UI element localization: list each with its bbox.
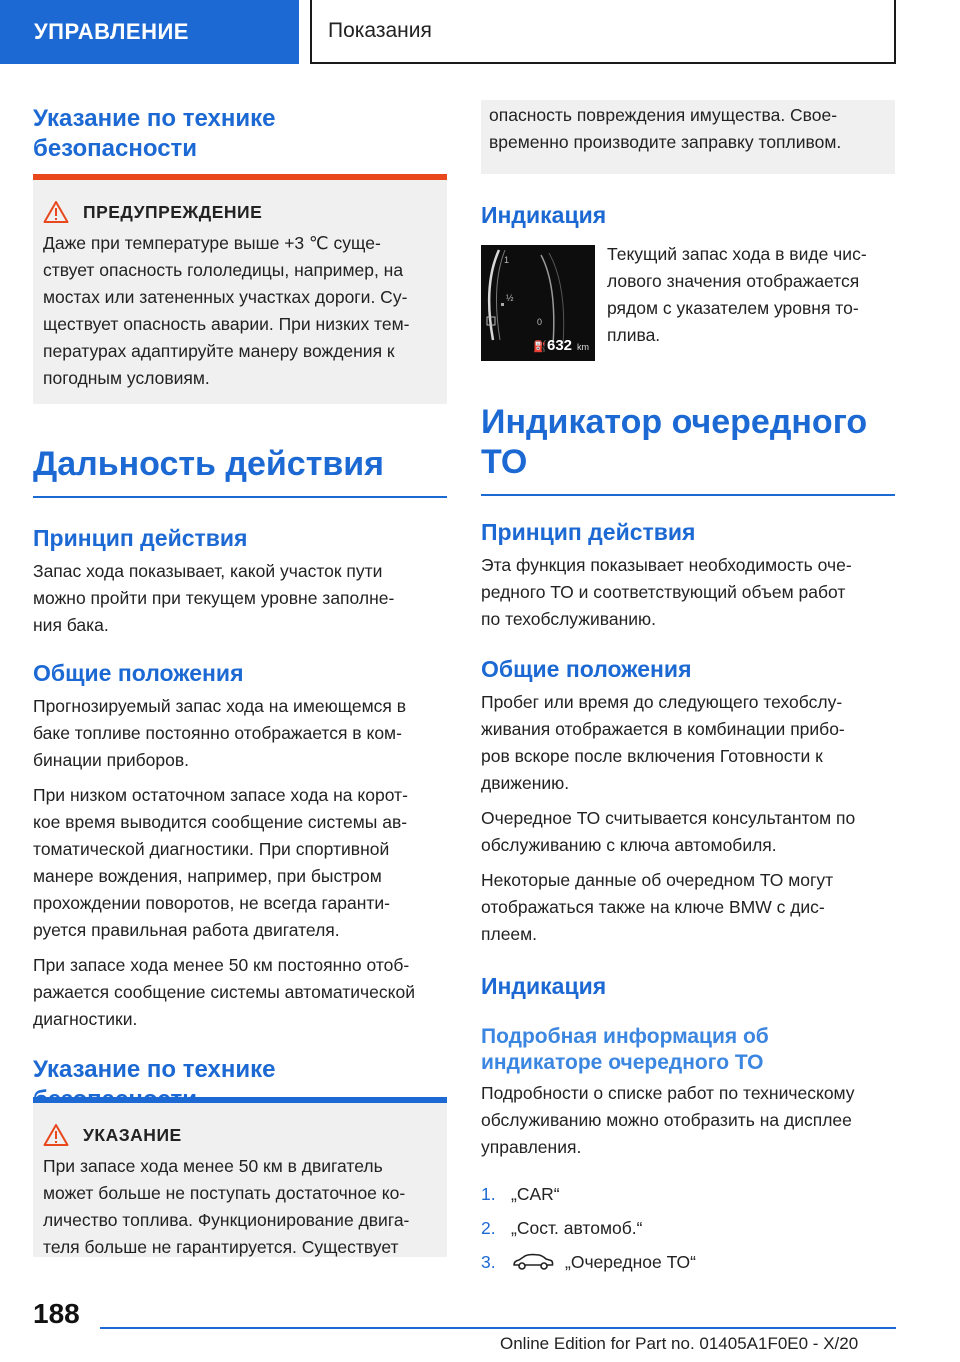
text-line: отображаться также на ключе BMW с дис- [481,897,825,917]
detail-text [481,1080,895,1161]
text-line: Пробег или время до следующего техобслу- [481,692,843,712]
right-general-heading: Общие положения [481,656,692,682]
detail-heading-line2: индикаторе очередного ТО [481,1051,764,1074]
text-line: обслуживанию можно отобразить на дисплее [481,1110,852,1130]
gauge-range-unit: km [577,342,589,352]
right-general-p2 [481,805,895,859]
text-line: плеем. [481,924,538,944]
warning-text [43,230,437,392]
warning-line: ствует опасность гололедицы, например, на [43,260,404,280]
step-text: „CAR“ [511,1183,560,1204]
right-display-heading: Индикация [481,202,607,228]
service-heading: Индикатор очередного ТО [481,403,868,481]
text-line: Подробности о списке работ по техническому [481,1083,855,1103]
right-general-p1 [481,689,895,797]
range-heading: Дальность действия [33,445,384,483]
step-text: „Очередное ТО“ [565,1251,696,1272]
list-item [481,1177,895,1211]
text-line: бинации приборов. [33,750,189,770]
subsection-label: Показания [328,19,432,42]
left-principle-heading: Принцип действия [33,525,248,551]
text-line: по техобслуживанию. [481,609,656,629]
warning-box [33,174,447,404]
text-line: Очередное ТО считывается консультантом по [481,808,856,828]
text-line: обслуживанию с ключа автомобиля. [481,835,777,855]
warning-title [43,200,437,224]
gauge-mark-half: ½ [506,293,514,303]
text-line: руется правильная работа двигателя. [33,920,340,940]
warning-triangle-icon [43,200,69,224]
steps-list [481,1177,895,1279]
text-line: управления. [481,1137,582,1157]
safety-heading-1 [33,104,447,164]
text-line: живания отображается в комбинации прибо- [481,719,845,739]
text-line: рядом с указателем уровня то- [607,298,859,318]
text-line: лового значения отображается [607,271,860,291]
text-line: прохождении поворотов, не всегда гаранти- [33,893,390,913]
edition-note: Online Edition for Part no. 01405A1F0E0 - X/20 [500,1334,859,1353]
left-general-heading: Общие положения [33,660,244,686]
detail-heading [481,1024,895,1076]
warning-label: ПРЕДУПРЕЖДЕНИЕ [83,201,263,222]
text-line: диагностики. [33,1009,138,1029]
service-heading-rule [481,494,895,496]
notice-line: личество топлива. Функционирование двига- [43,1210,410,1230]
left-general-p1 [33,693,447,774]
detail-heading-line1: Подробная информация об [481,1025,769,1048]
gauge-range-value: 632 [547,337,573,354]
right-principle-text [481,552,895,633]
text-line: движению. [481,773,570,793]
notice-text [43,1153,437,1261]
text-line: Запас хода показывает, какой участок пути [33,561,383,581]
text-line: При запасе хода менее 50 км постоянно отоб- [33,955,410,975]
left-general-p2 [33,782,447,944]
text-line: манере вождения, например, при быстром [33,866,382,886]
warning-line: погодным условиям. [43,368,210,388]
notice-cont-line: временно производите заправку топливом. [489,132,842,152]
step-text: „Сост. автомоб.“ [511,1217,643,1238]
right-general-p3 [481,867,895,948]
safety-heading-2-line1: Указание по технике [33,1056,276,1083]
gauge-fuel-icon: ⛽ [533,341,547,353]
list-item [481,1211,895,1245]
right-column-body [481,402,895,1279]
notice-title [43,1123,437,1147]
text-line: ров вскоре после включения Готовности к [481,746,823,766]
notice-line: может больше не поступать достаточное ко- [43,1183,406,1203]
safety-heading-1-line1: Указание по технике [33,105,276,132]
section-label: УПРАВЛЕНИЕ [34,19,189,44]
gauge-mark-full: 1 [504,255,510,265]
text-line: Текущий запас хода в виде чис- [607,244,867,264]
notice-continuation-box [481,100,895,174]
gauge-mark-empty: 0 [537,317,543,327]
right-display2-heading: Индикация [481,973,607,999]
right-principle-heading: Принцип действия [481,519,696,545]
left-column-body [33,444,447,1115]
text-line: можно пройти при текущем уровне заполне- [33,588,395,608]
step-number: 2. [481,1217,496,1238]
text-line: При низком остаточном запасе хода на корот- [33,785,408,805]
notice-line: теля больше не гарантируется. Существует [43,1237,399,1257]
left-general-p3 [33,952,447,1033]
fuel-range-gauge-image [481,245,595,361]
warning-line: Даже при температуре выше +3 ℃ суще- [43,233,381,253]
page-number: 188 [33,1298,80,1329]
text-line: Прогнозируемый запас хода на имеющемся в [33,696,407,716]
list-item [481,1245,895,1279]
notice-label: УКАЗАНИЕ [83,1124,182,1145]
text-line: Эта функция показывает необходимость оче- [481,555,852,575]
footer-rule [100,1327,896,1329]
text-line: плива. [607,325,661,345]
text-line: кое время выводится сообщение системы ав- [33,812,408,832]
display-description [607,241,897,349]
text-line: ния бака. [33,615,109,635]
notice-cont-line: опасность повреждения имущества. Свое- [489,105,838,125]
left-column [33,100,447,164]
text-line: ражается сообщение системы автоматической [33,982,415,1002]
step-number: 3. [481,1251,496,1272]
subsection-header [310,0,896,64]
left-principle-text [33,558,447,639]
text-line: томатической диагностики. При спортивной [33,839,390,859]
section-tab [0,0,299,64]
safety-heading-1-line2: безопасности [33,135,198,162]
notice-box [33,1097,447,1257]
warning-line: пературах адаптируйте манеру вождения к [43,341,395,361]
warning-line: мостах или затененных участках дороги. Су- [43,287,408,307]
range-heading-rule [33,496,447,498]
warning-line: ществует опасность аварии. При низких тем- [43,314,410,334]
car-icon [511,1252,555,1272]
notice-line: При запасе хода менее 50 км в двигатель [43,1156,383,1176]
notice-triangle-icon [43,1123,69,1147]
text-line: редного ТО и соответствующий объем работ [481,582,846,602]
step-number: 1. [481,1183,496,1204]
text-line: баке топливе постоянно отображается в ком- [33,723,402,743]
text-line: Некоторые данные об очередном ТО могут [481,870,834,890]
